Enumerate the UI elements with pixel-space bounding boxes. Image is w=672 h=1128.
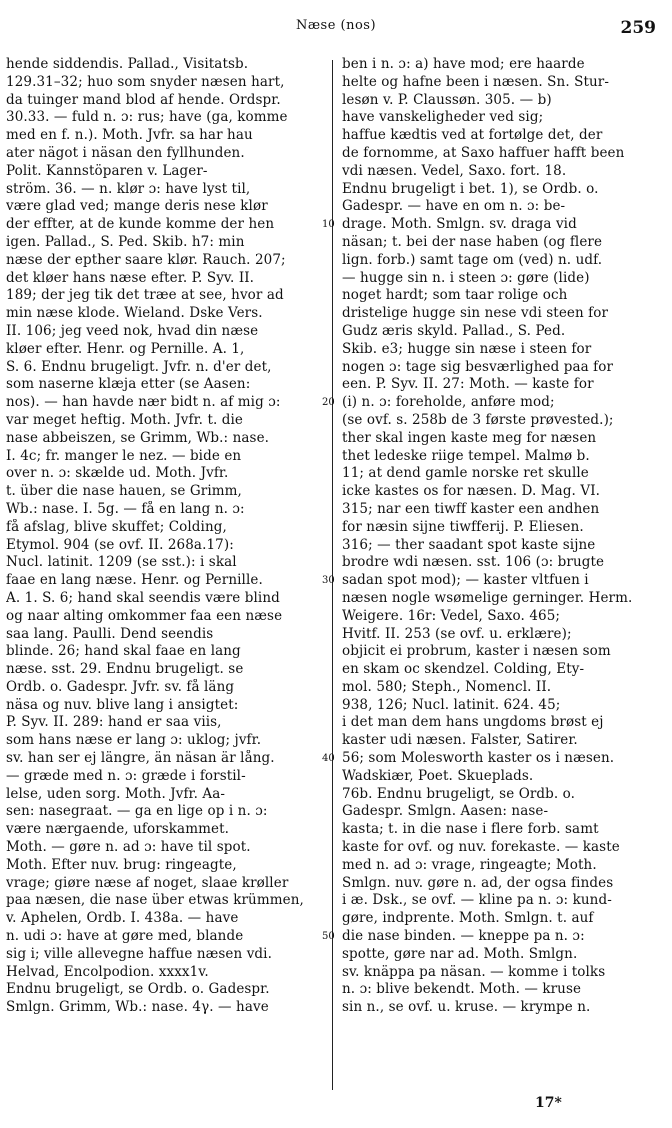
text-line: 56; som Molesworth kaster os i næsen.	[342, 750, 615, 767]
text-line: objicit ei probrum, kaster i næsen som	[342, 643, 611, 660]
line-number: 30	[322, 575, 335, 587]
text-line: (i) n. ɔ: foreholde, anføre mod;	[342, 394, 555, 411]
text-line: noget hardt; som taar rolige och	[342, 287, 568, 304]
text-line: näsan; t. bei der nase haben (og flere	[342, 233, 603, 250]
line-number: 10	[322, 219, 335, 231]
text-line: med n. ad ɔ: vrage, ringeagte; Moth.	[342, 856, 597, 873]
text-line: ben i n. ɔ: a) have mod; ere haarde	[342, 56, 585, 72]
text-line: saa lang. Paulli. Dend seendis	[6, 625, 214, 642]
text-line: kasta; t. in die nase i flere forb. samt	[342, 821, 599, 838]
text-line: der effter, at de kunde komme der hen	[6, 216, 275, 233]
running-head: Næse (nos)	[295, 18, 377, 33]
line-number: 20	[322, 397, 335, 409]
line-number: 50	[322, 931, 335, 943]
text-line: I. 4c; fr. manger le nez. — bide en	[6, 447, 242, 464]
text-line: Helvad, Encolpodion. xxxx1v.	[6, 963, 209, 980]
text-line: t. über die nase hauen, se Grimm,	[6, 483, 242, 500]
text-line: og naar alting omkommer faa een næse	[6, 607, 283, 624]
text-line: Skib. e3; hugge sin næse i steen for	[342, 340, 592, 357]
text-line: n. udi ɔ: have at gøre med, blande	[6, 928, 244, 945]
text-line: Wadskiær, Poet. Skueplads.	[342, 767, 534, 784]
text-line: Endnu brugeligt i bet. 1), se Ordb. o.	[342, 180, 599, 197]
text-line: vdi næsen. Vedel, Saxo. fort. 18.	[342, 162, 567, 179]
text-line: Nucl. latinit. 1209 (se sst.): i skal	[6, 554, 237, 571]
text-line: Wb.: nase. I. 5g. — få en lang n. ɔ:	[6, 500, 245, 517]
text-line: sin n., se ovf. u. kruse. — krympe n.	[342, 999, 591, 1016]
page-header	[0, 16, 672, 42]
text-line: drage. Moth. Smlgn. sv. draga vid	[342, 216, 577, 233]
text-line: 938, 126; Nucl. latinit. 624. 45;	[342, 696, 561, 713]
text-line: icke kastes os for næsen. D. Mag. VI.	[342, 483, 601, 500]
left-column	[6, 56, 322, 1017]
text-line: 129.31–32; huo som snyder næsen hart,	[6, 73, 285, 90]
text-line: (se ovf. s. 258b de 3 første prøvested.);	[342, 411, 614, 428]
text-line: lelse, uden sorg. Moth. Jvfr. Aa-	[6, 785, 226, 802]
text-line: som hans næse er lang ɔ: uklog; jvfr.	[6, 732, 262, 749]
text-line: det kløer hans næse efter. P. Syv. II.	[6, 269, 255, 286]
text-line: helte og hafne been i næsen. Sn. Stur-	[342, 73, 609, 90]
text-line: S. 6. Endnu brugeligt. Jvfr. n. d'er det,	[6, 358, 272, 375]
text-line: var meget heftig. Moth. Jvfr. t. die	[6, 411, 244, 428]
text-line: ther skal ingen kaste meg for næsen	[342, 429, 597, 446]
text-line: brodre wdi næsen. sst. 106 (ɔ: brugte	[342, 554, 605, 571]
text-line: sadan spot mod); — kaster vltfuen i	[342, 572, 589, 589]
text-line: v. Aphelen, Ordb. I. 438a. — have	[6, 910, 239, 927]
text-line: kløer efter. Henr. og Pernille. A. 1,	[6, 340, 245, 357]
text-line: spotte, gøre nar ad. Moth. Smlgn.	[342, 945, 578, 962]
right-column	[342, 56, 660, 1017]
text-line: en skam oc skendzel. Colding, Ety-	[342, 661, 585, 678]
text-line: lesøn v. P. Claussøn. 305. — b)	[342, 91, 552, 108]
text-line: hende siddendis. Pallad., Visitatsb.	[6, 56, 249, 72]
text-line: næsen nogle wsømelige gerninger. Herm.	[342, 589, 633, 606]
text-line: Weigere. 16r: Vedel, Saxo. 465;	[342, 607, 561, 624]
text-line: være nærgaende, uforskammet.	[6, 821, 230, 838]
text-line: vrage; giøre næse af noget, slaae krøller	[6, 874, 289, 891]
text-line: kaste for ovf. og nuv. forekaste. — kaste	[342, 839, 620, 856]
text-line: med en f. n.). Moth. Jvfr. sa har hau	[6, 127, 253, 144]
text-line: som naserne klæja etter (se Aasen:	[6, 376, 251, 393]
text-line: lign. forb.) samt tage om (ved) n. udf.	[342, 251, 603, 268]
text-line: ater nägot i näsan den fyllhunden.	[6, 144, 245, 161]
text-line: sv. han ser ej längre, än näsan är lång.	[6, 750, 275, 767]
text-line: sig i; ville allevegne haffue næsen vdi.	[6, 945, 272, 962]
text-line: — græde med n. ɔ: græde i forstil-	[6, 767, 246, 784]
text-line: Ordb. o. Gadespr. Jvfr. sv. få läng	[6, 678, 235, 695]
text-line: paa næsen, die nase über etwas krümmen,	[6, 892, 304, 909]
text-line: 30.33. — fuld n. ɔ: rus; have (ga, komme	[6, 109, 288, 126]
text-line: mol. 580; Steph., Nomencl. II.	[342, 678, 552, 695]
text-line: n. ɔ: blive bekendt. Moth. — kruse	[342, 981, 582, 998]
text-line: igen. Pallad., S. Ped. Skib. h7: min	[6, 233, 245, 250]
text-line: Hvitf. II. 253 (se ovf. u. erklære);	[342, 625, 572, 642]
text-line: 189; der jeg tik det træe at see, hvor ad	[6, 287, 284, 304]
text-line: have vanskeligheder ved sig;	[342, 109, 544, 126]
text-line: nogen ɔ: tage sig besværlighed paa for	[342, 358, 614, 375]
signature-mark: 17*	[535, 1095, 562, 1111]
text-line: kaster udi næsen. Falster, Satirer.	[342, 732, 578, 749]
text-line: næse. sst. 29. Endnu brugeligt. se	[6, 661, 244, 678]
text-line: være glad ved; mange deris nese klør	[6, 198, 268, 215]
text-line: haffue kædtis ved at fortølge det, der	[342, 127, 603, 144]
text-line: få afslag, blive skuffet; Colding,	[6, 518, 227, 535]
text-line: Gudz æris skyld. Pallad., S. Ped.	[342, 322, 566, 339]
text-line: blinde. 26; hand skal faae en lang	[6, 643, 241, 660]
text-line: 76b. Endnu brugeligt, se Ordb. o.	[342, 785, 576, 802]
text-line: sv. knäppa pa näsan. — komme i tolks	[342, 963, 606, 980]
text-line: P. Syv. II. 289: hand er saa viis,	[6, 714, 222, 731]
text-line: Polit. Kannstöparen v. Lager-	[6, 162, 208, 179]
text-line: næse der epther saare klør. Rauch. 207;	[6, 251, 286, 268]
text-line: thet ledeske riige tempel. Malmø b.	[342, 447, 590, 464]
text-line: Moth. — gøre n. ad ɔ: have til spot.	[6, 839, 251, 856]
text-line: Smlgn. nuv. gøre n. ad, der ogsa findes	[342, 874, 614, 891]
text-line: i det man dem hans ungdoms brøst ej	[342, 714, 604, 731]
text-line: een. P. Syv. II. 27: Moth. — kaste for	[342, 376, 594, 393]
text-line: 316; — ther saadant spot kaste sijne	[342, 536, 596, 553]
text-line: da tuinger mand blod af hende. Ordspr.	[6, 91, 281, 108]
text-line: nos). — han havde nær bidt n. af mig ɔ:	[6, 394, 281, 411]
text-line: Gadespr. Smlgn. Aasen: nase-	[342, 803, 549, 820]
line-number: 40	[322, 753, 335, 765]
text-line: over n. ɔ: skælde ud. Moth. Jvfr.	[6, 465, 229, 482]
page-number: 259	[620, 18, 656, 38]
text-line: Moth. Efter nuv. brug: ringeagte,	[6, 856, 237, 873]
text-line: näsa og nuv. blive lang i ansigtet:	[6, 696, 239, 713]
text-line: A. 1. S. 6; hand skal seendis være blind	[6, 589, 280, 606]
text-line: ström. 36. — n. klør ɔ: have lyst til,	[6, 180, 251, 197]
text-line: die nase binden. — kneppe pa n. ɔ:	[342, 928, 585, 945]
text-line: Etymol. 904 (se ovf. II. 268a.17):	[6, 536, 234, 553]
text-line: Gadespr. — have en om n. ɔ: be-	[342, 198, 566, 215]
text-line: Endnu brugeligt, se Ordb. o. Gadespr.	[6, 981, 270, 998]
text-line: — hugge sin n. i steen ɔ: gøre (lide)	[342, 269, 590, 286]
text-line: Smlgn. Grimm, Wb.: nase. 4γ. — have	[6, 999, 269, 1016]
text-line: min næse klode. Wieland. Dske Vers.	[6, 305, 263, 322]
text-line: nase abbeiszen, se Grimm, Wb.: nase.	[6, 429, 270, 446]
text-line: i æ. Dsk., se ovf. — kline pa n. ɔ: kund-	[342, 892, 612, 909]
text-line: for næsin sijne tiwfferij. P. Eliesen.	[342, 518, 584, 535]
text-line: 11; at dend gamle norske ret skulle	[342, 465, 589, 482]
text-line: 315; nar een tiwff kaster een andhen	[342, 500, 600, 517]
text-line: de fornomme, at Saxo haffuer hafft been	[342, 144, 625, 161]
text-line: sen: nasegraat. — ga en lige op i n. ɔ:	[6, 803, 268, 820]
text-line: dristelige hugge sin nese vdi steen for	[342, 305, 609, 322]
text-line: faae en lang næse. Henr. og Pernille.	[6, 572, 263, 589]
text-line: gøre, indprente. Moth. Smlgn. t. auf	[342, 910, 594, 927]
text-line: II. 106; jeg veed nok, hvad din næse	[6, 322, 259, 339]
